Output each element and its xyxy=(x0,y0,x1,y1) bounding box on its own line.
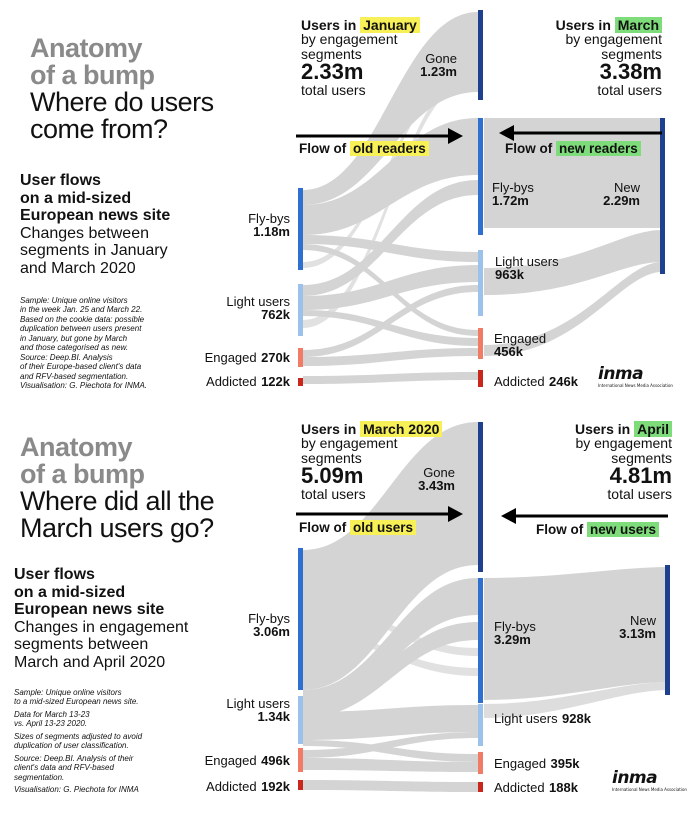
bar-left-engaged xyxy=(298,348,303,367)
left-total: 2.33m xyxy=(301,58,364,84)
flow-old-label: Flow of old readers xyxy=(299,142,429,156)
right-seg-addicted: Addicted 188k xyxy=(494,780,578,795)
bar-right-flybys xyxy=(478,118,483,235)
right-seg-engaged: Engaged 456k xyxy=(494,331,547,360)
bar-new xyxy=(660,118,665,274)
left-total: 5.09m xyxy=(301,462,364,488)
right-seg-light: Light users 963k xyxy=(495,254,559,283)
month-highlight: March xyxy=(615,17,662,33)
left-seg-addicted: Addicted 192k xyxy=(206,779,290,794)
right-header: Users in April by engagement segments 4.81m total users xyxy=(574,421,672,503)
notes: Sample: Unique online visitors to a mid-sized European news site. Data for March 13-23 vs. April 13-23 2020. Sizes of segments adjusted to avoid duplication of user classification. Source: Deep.BI. Analysis of their client's data and RFV-based segmentation. Visualisation: G. Piechota for INMA xyxy=(14,688,143,794)
bar-right-addicted xyxy=(478,782,483,792)
bar-right-addicted xyxy=(478,370,483,387)
bar-right-flybys xyxy=(478,578,483,703)
new-label: New 2.29m xyxy=(603,180,640,209)
bar-left-flybys xyxy=(298,188,303,270)
bar-left-addicted xyxy=(298,780,303,790)
bar-right-engaged xyxy=(478,328,483,359)
left-seg-light: Light users 1.34k xyxy=(226,696,290,725)
right-seg-light: Light users 928k xyxy=(494,711,591,726)
bar-left-addicted xyxy=(298,378,303,386)
title-line1: Anatomy xyxy=(30,33,143,63)
subtitle: User flows on a mid-sized European news site Changes between segments in January and March 2020 xyxy=(20,172,171,277)
right-total: 4.81m xyxy=(609,462,672,488)
bar-gone xyxy=(478,422,483,572)
left-seg-flybys: Fly-bys 3.06m xyxy=(248,611,290,640)
notes: Sample: Unique online visitors in the week Jan. 25 and March 22. Based on the cookie data: possible duplication between users present in January, but gone by March and those categorised as new. Source: Deep.BI. Analysis of their Europe-based client's data and RFV-based segmentation. Visualisation: G. Piechota for INMA. xyxy=(20,296,148,390)
title-line4: come from? xyxy=(30,114,168,144)
bar-left-light xyxy=(298,696,303,744)
title-line1: Anatomy xyxy=(20,432,133,462)
bar-left-light xyxy=(298,284,303,336)
left-seg-engaged: Engaged 496k xyxy=(204,753,290,768)
gone-label: Gone 3.43m xyxy=(418,465,455,494)
panel-march-april xyxy=(0,400,700,817)
flow-addicted-addicted xyxy=(303,780,478,792)
title-line4: March users go? xyxy=(20,513,214,543)
new-label: New 3.13m xyxy=(619,613,656,642)
inma-logo: inma International News Media Association xyxy=(598,364,673,388)
bar-new xyxy=(665,565,670,695)
month-highlight: April xyxy=(634,421,672,437)
left-seg-addicted: Addicted 122k xyxy=(206,374,290,389)
bar-right-light xyxy=(478,704,483,746)
gone-label: Gone 1.23m xyxy=(420,51,457,80)
left-seg-flybys: Fly-bys 1.18m xyxy=(248,211,290,240)
right-header: Users in March by engagement segments 3.38m total users xyxy=(555,17,662,99)
title-line3: Where did all the xyxy=(20,486,215,516)
bar-left-flybys xyxy=(298,548,303,690)
subtitle: User flows on a mid-sized European news site Changes in engagement segments between March and April 2020 xyxy=(14,566,189,671)
month-highlight: January xyxy=(360,17,420,33)
month-highlight: March 2020 xyxy=(360,421,442,437)
left-header: Users in January by engagement segments 2.33m total users xyxy=(301,18,420,98)
right-seg-flybys: Fly-bys 1.72m xyxy=(492,180,534,209)
bar-right-engaged xyxy=(478,752,483,774)
inma-logo: inma International News Media Association xyxy=(612,768,687,792)
panel-january-march xyxy=(0,0,700,400)
right-seg-engaged: Engaged 395k xyxy=(494,756,580,771)
right-total: 3.38m xyxy=(599,58,662,84)
title-line3: Where do users xyxy=(30,87,214,117)
bar-right-light xyxy=(478,250,483,316)
bar-gone xyxy=(478,10,483,100)
bar-left-engaged xyxy=(298,748,303,772)
left-seg-light: Light users 762k xyxy=(226,294,290,323)
flow-addicted-addicted xyxy=(303,372,478,384)
flow-new-label: Flow of new users xyxy=(536,523,659,537)
left-header: Users in March 2020 by engagement segments 5.09m total users xyxy=(301,422,442,502)
right-seg-flybys: Fly-bys 3.29m xyxy=(494,619,536,648)
flow-old-label: Flow of old users xyxy=(299,521,416,535)
right-seg-addicted: Addicted 246k xyxy=(494,374,578,389)
title-line2: of a bump xyxy=(30,60,155,90)
flow-new-label: Flow of new readers xyxy=(505,142,641,156)
left-seg-engaged: Engaged 270k xyxy=(204,350,290,365)
title-line2: of a bump xyxy=(20,459,145,489)
